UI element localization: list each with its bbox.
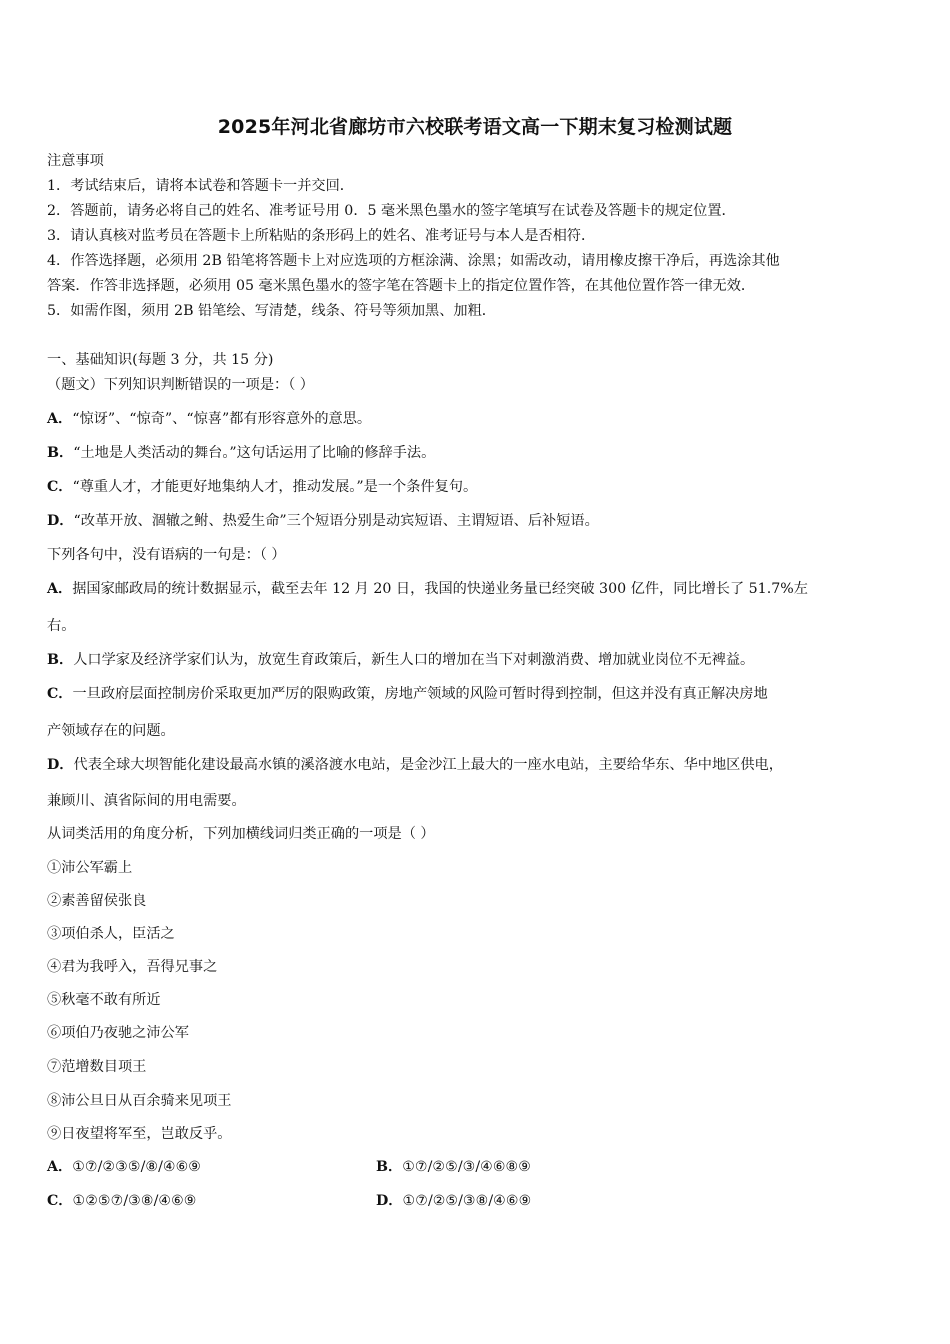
q3-option-c: [47, 1191, 197, 1211]
option-label: A．: [47, 411, 73, 427]
question-stem: 下列各句中，没有语病的一句是：（ ）: [47, 547, 286, 563]
question-stem: （题文）下列知识判断错误的一项是：（ ）: [47, 377, 314, 393]
option-label: D．: [47, 513, 74, 529]
q3-item: ③项伯杀人，臣活之: [47, 926, 175, 942]
notice-item: 3．请认真核对监考员在答题卡上所粘贴的条形码上的姓名、准考证号与本人是否相符．: [47, 228, 596, 244]
q3-item: ⑨日夜望将军至，岂敢反乎。: [47, 1126, 232, 1142]
option-text: “土地是人类活动的舞台。”这句话运用了比喻的修辞手法。: [73, 445, 436, 461]
notice-item: 5．如需作图，须用 2B 铅笔绘、写清楚，线条、符号等须加黑、加粗．: [47, 303, 496, 319]
option-text: “尊重人才，才能更好地集纳人才，推动发展。”是一个条件复句。: [72, 479, 478, 495]
option-text: ①⑦/②⑤/③/④⑥⑧⑨: [402, 1159, 531, 1175]
q3-item: ⑥项伯乃夜驰之沛公军: [47, 1025, 189, 1041]
option-text: 人口学家及经济学家们认为，放宽生育政策后，新生人口的增加在当下对刺激消费、增加就业岗位不无裨益。: [73, 652, 755, 668]
option-text: 据国家邮政局的统计数据显示，截至去年 12 月 20 日，我国的快递业务量已经突破 300 亿件，同比增长了 51.7%左: [72, 581, 808, 597]
q3-item: ①沛公军霸上: [47, 860, 133, 876]
option-text: ①⑦/②⑤/③⑧/④⑥⑨: [402, 1193, 532, 1209]
option-label: C．: [47, 1193, 73, 1209]
q3-option-b: [376, 1157, 531, 1177]
notice-heading: 注意事项: [47, 153, 104, 169]
option-label: D．: [376, 1193, 403, 1209]
option-text: 一旦政府层面控制房价采取更加严厉的限购政策，房地产领域的风险可暂时得到控制，但这并没有真正解决房地: [72, 686, 768, 702]
q3-item: ④君为我呼入，吾得兄事之: [47, 959, 218, 975]
option-continuation: 右。: [47, 618, 76, 634]
option-label: A．: [47, 581, 73, 597]
option-continuation: 兼顾川、滇省际间的用电需要。: [47, 793, 246, 809]
notice-item: 2．答题前，请务必将自己的姓名、准考证号用 0．5 毫米黑色墨水的签字笔填写在试卷及答题卡的规定位置．: [47, 203, 736, 219]
notice-item: 答案．作答非选择题，必须用 05 毫米黑色墨水的签字笔在答题卡上的指定位置作答，在其他位置作答一律无效．: [47, 278, 756, 294]
option-label: B．: [47, 445, 74, 461]
option-continuation: 产领域存在的问题。: [47, 723, 175, 739]
option-label: C．: [47, 479, 73, 495]
q3-option-d: [376, 1191, 531, 1211]
q3-item: ⑤秋毫不敢有所近: [47, 992, 161, 1008]
q1-option-d: [47, 511, 599, 531]
q2-option-b: [47, 650, 754, 670]
q3-item: ②素善留侯张良: [47, 893, 147, 909]
q3-item: ⑧沛公旦日从百余骑来见项王: [47, 1093, 232, 1109]
q2-option-c: [47, 684, 768, 704]
option-label: C．: [47, 686, 73, 702]
option-text: 代表全球大坝智能化建设最高水镇的溪洛渡水电站，是金沙江上最大的一座水电站，主要给华东、华中地区供电，: [73, 757, 783, 773]
q1-option-a: [47, 409, 371, 429]
q2-option-a: [47, 579, 808, 599]
q1-option-b: [47, 443, 435, 463]
notice-item: 1．考试结束后，请将本试卷和答题卡一并交回．: [47, 178, 354, 194]
option-text: ①②⑤⑦/③⑧/④⑥⑨: [72, 1193, 197, 1209]
option-label: A．: [47, 1159, 73, 1175]
question-stem: 从词类活用的角度分析，下列加横线词归类正确的一项是（ ）: [47, 826, 435, 842]
section-heading: 一、基础知识(每题 3 分，共 15 分): [47, 352, 274, 368]
option-label: B．: [376, 1159, 403, 1175]
q3-option-a: [47, 1157, 201, 1177]
option-text: “惊讶”、“惊奇”、“惊喜”都有形容意外的意思。: [72, 411, 372, 427]
option-label: D．: [47, 757, 74, 773]
q1-option-c: [47, 477, 477, 497]
q3-item: ⑦范增数目项王: [47, 1059, 147, 1075]
option-label: B．: [47, 652, 74, 668]
notice-item: 4．作答选择题，必须用 2B 铅笔将答题卡上对应选项的方框涂满、涂黑；如需改动，请用橡皮擦干净后，再选涂其他: [47, 253, 780, 269]
q2-option-d: [47, 755, 783, 775]
option-text: “改革开放、涸辙之鲋、热爱生命”三个短语分别是动宾短语、主谓短语、后补短语。: [73, 513, 599, 529]
page-title: 2025年河北省廊坊市六校联考语文高一下期末复习检测试题: [217, 116, 733, 138]
option-text: ①⑦/②③⑤/⑧/④⑥⑨: [72, 1159, 202, 1175]
